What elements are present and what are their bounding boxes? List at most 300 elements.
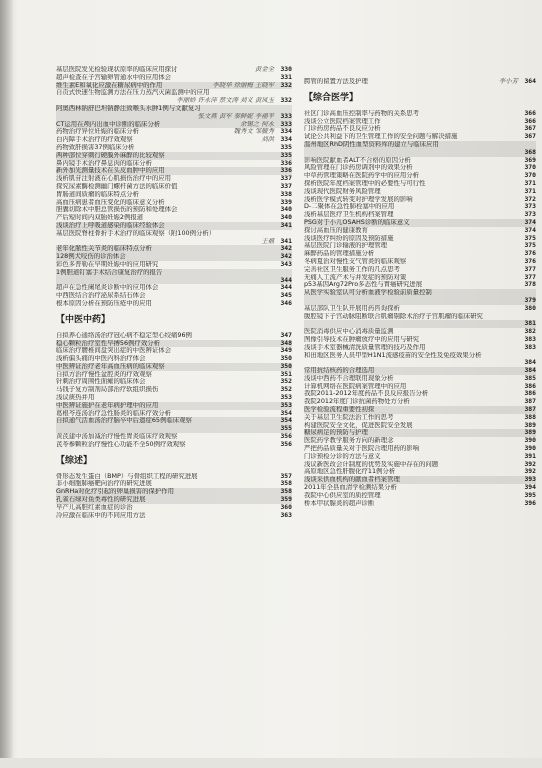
- toc-entry: [304, 172, 536, 180]
- toc-entry: [304, 157, 536, 165]
- toc-entry-title: 从医学实验室认可分析血液学检验前质量控制: [304, 289, 432, 297]
- toc-entry-title: 我院2011-2012年度药品不良反应报告分析: [304, 390, 429, 398]
- toc-entry: [56, 105, 292, 113]
- toc-entry-page: 388: [524, 413, 536, 421]
- toc-entry-page: 366: [524, 109, 536, 117]
- toc-entry-page: 331: [280, 73, 292, 81]
- toc-entry-page: 390: [524, 445, 536, 453]
- toc-entry: [304, 398, 536, 406]
- toc-entry-title: 马钱子复方制剂局部治疗软组织损伤: [56, 386, 159, 394]
- toc-entry-page: 389: [524, 421, 536, 429]
- toc-entry: [304, 445, 536, 453]
- contents-right-column: [304, 78, 536, 507]
- toc-entry-page: 375: [524, 242, 536, 250]
- toc-entry-title: 浅析肌苷注射液在心肌损伤治疗中的应用: [56, 175, 172, 183]
- toc-entry-title: 影响医院献血者ALT不合格的原因分析: [304, 156, 411, 164]
- contents-left-column: [56, 66, 292, 519]
- toc-entry-title: 中医辨证治疗老年高血压病的临床观察: [56, 362, 165, 370]
- toc-entry-title: 浅议新医改会计制度的优势及实施中存在的问题: [304, 460, 439, 468]
- toc-entry-page: 344: [280, 276, 292, 284]
- toc-entry: [56, 199, 292, 207]
- toc-entry-title: 白内障手术治疗的疗效观察: [56, 136, 133, 144]
- toc-entry: [304, 453, 536, 461]
- toc-entry-title: 彩色多普勒在早期妊娠中的应用研究: [56, 260, 159, 268]
- toc-entry: [56, 473, 292, 481]
- toc-entry-title: 浅谈现代医院财务风险管理: [304, 187, 381, 195]
- toc-entry-title: 构建医院安全文化，促进医院安全发展: [304, 421, 413, 429]
- toc-entry-page: 333: [280, 120, 292, 128]
- toc-entry-page: 364: [524, 78, 536, 85]
- toc-entry: [56, 238, 292, 246]
- toc-entry: [56, 152, 292, 160]
- toc-entry-page: 360: [280, 503, 292, 511]
- toc-entry-title: 试论公共利益下的卫生管理工作的安全问题与解决措施: [304, 133, 458, 141]
- toc-entry-page: 356: [280, 440, 292, 448]
- toc-entry-page: 347: [280, 331, 292, 339]
- toc-entry-page: 340: [280, 214, 292, 222]
- toc-entry-title: 风险管理在门诊药房调剂中的效果分析: [304, 164, 413, 172]
- toc-entry-title: 浅析偏头痛的中医内科治疗体会: [56, 355, 146, 363]
- toc-entry: [56, 160, 292, 168]
- toc-entry-title: 自拟通气活血汤治疗脑卒中后遗症65例临床观察: [56, 417, 192, 425]
- toc-entry: [304, 414, 536, 422]
- toc-entry: [56, 261, 292, 269]
- toc-entry: [304, 266, 536, 274]
- toc-entry: [56, 144, 292, 152]
- toc-entry: [304, 78, 536, 86]
- toc-entry-title: 1例胆道钉塞手术结合康复治疗的报告: [56, 268, 163, 276]
- toc-entry-title: 糖尿病足的预防与护理: [304, 429, 368, 437]
- toc-entry: [56, 433, 292, 441]
- toc-entry-author: 余锡之 何永: [240, 120, 274, 128]
- toc-entry: [56, 230, 292, 238]
- toc-entry: [56, 214, 292, 222]
- toc-entry-title: 门诊预检分诊的方法与意义: [304, 452, 381, 460]
- toc-entry: [304, 227, 536, 235]
- toc-entry-page: 384: [524, 359, 536, 367]
- toc-entry: [56, 347, 292, 355]
- toc-entry: [56, 425, 292, 433]
- toc-entry: [56, 402, 292, 410]
- toc-entry-page: 363: [280, 511, 292, 519]
- toc-entry-page: 354: [280, 409, 292, 417]
- toc-entry-page: 352: [280, 378, 292, 386]
- toc-entry: [56, 355, 292, 363]
- toc-entry-title: 高原地区急性肝腹化疗11例分析: [304, 468, 396, 476]
- toc-entry: [56, 284, 292, 292]
- toc-entry-page: 382: [524, 328, 536, 336]
- toc-entry-title: 麻醉药品的管理措施分析: [304, 250, 375, 258]
- toc-entry-title: 药物致肝损害37例临床分析: [56, 143, 135, 151]
- toc-entry-page: 353: [280, 401, 292, 409]
- toc-entry-page: 367: [524, 133, 536, 141]
- toc-entry-page: 385: [524, 374, 536, 382]
- section-heading-comprehensive: 【综合医学】: [304, 92, 359, 103]
- toc-entry: [304, 429, 536, 437]
- toc-entry: [56, 340, 292, 348]
- toc-entry: [56, 82, 292, 90]
- toc-entry-page: 383: [524, 343, 536, 351]
- toc-entry: [304, 297, 536, 305]
- toc-entry-page: 380: [524, 304, 536, 312]
- toc-entry: [56, 66, 292, 74]
- toc-entry: [56, 496, 292, 504]
- toc-entry-title: 桥本甲状腺炎的超声诊断: [304, 499, 375, 507]
- toc-entry: [304, 203, 536, 211]
- toc-entry: [304, 305, 536, 313]
- toc-entry: [304, 196, 536, 204]
- toc-entry-title: 根本原因分析在预防压疮中的应用: [56, 299, 152, 307]
- toc-entry-page: 371: [524, 179, 536, 187]
- toc-entry-page: 344: [280, 284, 292, 292]
- toc-entry: [56, 378, 292, 386]
- toc-entry-page: 393: [524, 476, 536, 484]
- toc-entry: [56, 332, 292, 340]
- toc-entry: [56, 300, 292, 308]
- section-heading-tcm: 【中医中药】: [56, 314, 111, 325]
- toc-entry-author: 李晓华 徐丽梅 王晓军: [212, 81, 274, 89]
- toc-entry-title: 完善社区卫生服务工作的几点思考: [304, 265, 400, 273]
- toc-entry: [56, 371, 292, 379]
- toc-entry-page: 358: [280, 488, 292, 496]
- toc-entry-title: 浅析医学模式转变对护理学发展的影响: [304, 195, 413, 203]
- toc-entry-title: 浅议痰热并用: [56, 394, 95, 402]
- toc-entry-page: 354: [280, 417, 292, 425]
- toc-entry: [304, 149, 536, 157]
- toc-entry-page: 353: [280, 394, 292, 402]
- toc-entry-page: 336: [280, 159, 292, 167]
- page-binding-shadow: [0, 0, 14, 768]
- toc-entry: [56, 410, 292, 418]
- toc-entry: [56, 89, 292, 97]
- toc-entry-page: 395: [524, 491, 536, 499]
- toc-entry-title: 严把药品质量关对于医院合理用药的影响: [304, 445, 420, 453]
- toc-entry-title: 新外加光测量技术在头皮血肿中的应用: [56, 167, 165, 175]
- toc-entry-title: 针刺治疗周围性面瘫的临床体会: [56, 378, 146, 386]
- toc-entry: [56, 113, 292, 121]
- toc-entry-page: 341: [280, 237, 292, 245]
- toc-entry-author: 黄金全: [254, 66, 274, 73]
- toc-entry: [56, 277, 292, 285]
- toc-entry: [304, 110, 536, 118]
- toc-entry-page: 386: [524, 382, 536, 390]
- toc-entry-title: 鼻内镜手术治疗鼻息肉的临床分析: [56, 159, 152, 167]
- toc-entry-page: 372: [524, 195, 536, 203]
- toc-entry-page: 335: [280, 143, 292, 151]
- toc-entry-title: 常用抗结核药的合理选用: [304, 367, 375, 375]
- toc-entry: [56, 269, 292, 277]
- toc-entry: [56, 183, 292, 191]
- toc-entry-page: 356: [280, 433, 292, 441]
- toc-entry: [56, 386, 292, 394]
- toc-entry: [304, 375, 536, 383]
- toc-entry: [304, 313, 536, 321]
- toc-entry-page: 348: [280, 339, 292, 347]
- toc-entry-page: 374: [524, 218, 536, 226]
- toc-entry: [56, 245, 292, 253]
- toc-entry-author: 王福: [261, 237, 274, 245]
- toc-entry: [56, 136, 292, 144]
- toc-entry-title: 稳心颗粒治疗室性早搏56例疗效分析: [56, 339, 160, 347]
- toc-entry: [56, 175, 292, 183]
- toc-entry-title: 两种部位穿刺行硬膜外麻醉的比较观察: [56, 151, 165, 159]
- toc-entry-page: 374: [524, 226, 536, 234]
- toc-entry: [56, 206, 292, 214]
- toc-entry-page: 370: [524, 164, 536, 172]
- toc-entry-title: 浅谈医疗纠纷的原因及预防措施: [304, 234, 394, 242]
- toc-entry-title: 探讨高血压的健康教育: [304, 226, 368, 234]
- toc-entry-author: 刘洪: [261, 136, 274, 144]
- toc-entry-page: 377: [524, 265, 536, 273]
- toc-entry-page: 379: [524, 296, 536, 304]
- toc-entry: [304, 242, 536, 250]
- toc-entry-page: 332: [280, 81, 292, 89]
- toc-entry-page: 340: [280, 206, 292, 214]
- toc-entry-page: 390: [524, 437, 536, 445]
- toc-entry-page: 351: [280, 370, 292, 378]
- toc-entry-title: 超声在急性阑尾炎诊断中的应用体会: [56, 284, 159, 292]
- toc-entry: [304, 492, 536, 500]
- toc-entry-title: 基层部队卫生队开展用药咨询探析: [304, 304, 400, 312]
- toc-entry-page: 343: [280, 260, 292, 268]
- toc-entry-page: 383: [524, 335, 536, 343]
- toc-entry: [304, 235, 536, 243]
- toc-entry: [304, 437, 536, 445]
- toc-entry: [56, 222, 292, 230]
- toc-entry-title: GnRHa对化疗引起的卵巢损害的保护作用: [56, 488, 175, 496]
- toc-entry-page: 377: [524, 273, 536, 281]
- toc-entry: [304, 344, 536, 352]
- toc-entry-title: 浅谈治疗上呼吸道感染的临床经验体会: [56, 221, 165, 229]
- toc-entry-title: 128例犬咬伤的诊治体会: [56, 253, 126, 261]
- toc-entry-page: 334: [280, 128, 292, 136]
- toc-entry-title: 冬病夏治对慢性支气管炎的临床观察: [304, 257, 407, 265]
- toc-entry: [304, 328, 536, 336]
- toc-entry: [56, 121, 292, 129]
- toc-entry-page: 332: [280, 97, 292, 105]
- toc-entry-title: 医学检验流程重要性初探: [304, 406, 375, 414]
- toc-entry: [304, 258, 536, 266]
- toc-entry-page: 375: [524, 234, 536, 242]
- toc-entry: [56, 417, 292, 425]
- toc-entry-page: 394: [524, 484, 536, 492]
- toc-entry: [56, 488, 292, 496]
- toc-entry-title: 中草药管理策略在医院药学中的应用分析: [304, 172, 420, 180]
- toc-entry: [304, 367, 536, 375]
- toc-entry-page: 378: [524, 281, 536, 289]
- toc-entry-page: 358: [280, 480, 292, 488]
- toc-entry: [304, 476, 536, 484]
- toc-entry-title: 胆囊切除术中胆总管损伤的预防和处理体会: [56, 206, 178, 214]
- toc-entry-page: 366: [524, 117, 536, 125]
- toc-entry: [304, 281, 536, 289]
- toc-entry-page: 381: [524, 320, 536, 328]
- toc-entry-page: 338: [280, 190, 292, 198]
- toc-entry-title: 阿奥西林钠舒巴坦钠静注致喉头水肿1例与文献复习: [56, 104, 201, 112]
- toc-entry-title: 浅析基层医疗卫生机构档案管理: [304, 211, 394, 219]
- toc-entry: [304, 406, 536, 414]
- toc-entry-title: 芪苓参颗粒治疗慢性心功能不全50例疗效观察: [56, 440, 186, 448]
- toc-entry-title: 孔雀石绿对鱼类毒性的研究进展: [56, 496, 146, 504]
- toc-entry: [304, 125, 536, 133]
- toc-entry-title: 冷应激在临床中的不同应用方法: [56, 511, 146, 519]
- toc-entry: [56, 504, 292, 512]
- toc-entry-title: 我院2012年度门诊抗菌药物处方分析: [304, 398, 410, 406]
- toc-entry-title: 浅谈手术室器械清洗质量管理的技巧及作用: [304, 343, 426, 351]
- toc-entry-page: 373: [524, 211, 536, 219]
- toc-entry: [56, 512, 292, 520]
- toc-entry: [304, 180, 536, 188]
- toc-entry-title: 产后短时间内双胎妊娠2例报道: [56, 214, 144, 222]
- toc-entry-title: 黄芪建中汤加减治疗慢性胃炎临床疗效观察: [56, 433, 178, 441]
- toc-entry: [304, 274, 536, 282]
- toc-entry-page: 330: [280, 66, 292, 73]
- toc-entry-title: 基层医院发光检验现状原率的临床应用探讨: [56, 66, 178, 73]
- toc-entry-title: 骨形态发生蛋白（BMP）与骨组织工程的研究进展: [56, 472, 198, 480]
- toc-entry: [304, 500, 536, 508]
- toc-entry-page: 373: [524, 203, 536, 211]
- toc-entry-page: 368: [524, 148, 536, 156]
- toc-entry-title: 非小细胞肺癌靶向治疗的研究进展: [56, 480, 152, 488]
- toc-entry-title: 医院药学教学服务方向的新理念: [304, 437, 394, 445]
- toc-entry: [56, 191, 292, 199]
- toc-entry-title: 腹腔镜下子宫动脉阻断联合肌瘤剔除术治疗子宫肌瘤的临床研究: [304, 312, 483, 320]
- toc-entry-author: 魏秀文 邹毓秀: [233, 128, 274, 136]
- toc-entry: [304, 359, 536, 367]
- toc-entry-page: 336: [280, 167, 292, 175]
- toc-entry-title: 临床治疗腰椎间盘突出症的中医辨证体会: [56, 347, 172, 355]
- toc-entry-title: D-二聚体在急性肺栓塞中的应用: [304, 203, 395, 211]
- toc-entry: [56, 394, 292, 402]
- toc-entry-title: 2011年全县血清学检测结果分析: [304, 484, 397, 492]
- toc-entry: [56, 480, 292, 488]
- toc-entry-title: 基层医院门诊输液的护理管理: [304, 242, 388, 250]
- toc-entry-page: 335: [280, 151, 292, 159]
- toc-entry-page: 392: [524, 468, 536, 476]
- toc-entry-page: 396: [524, 499, 536, 507]
- toc-entry-page: 349: [280, 347, 292, 355]
- toc-entry: [304, 390, 536, 398]
- toc-entry: [56, 292, 292, 300]
- toc-entry-page: 333: [280, 112, 292, 120]
- toc-entry-page: 376: [524, 250, 536, 258]
- toc-entry-title: 浅谈采供血机构的献血者档案管理: [304, 476, 400, 484]
- toc-entry: [56, 74, 292, 82]
- toc-entry-title: 我院中心供应室的质控管理: [304, 491, 381, 499]
- toc-entry: [304, 118, 536, 126]
- toc-entry-page: 389: [524, 429, 536, 437]
- toc-entry-title: 和田地区医务人员甲型H1N1流感疫苗的安全性及免疫效果分析: [304, 351, 482, 359]
- toc-entry-title: 基层医院脊柱骨折手术治疗的临床观察（附100例分析）: [56, 229, 216, 237]
- toc-entry-title: 自拟养心通络汤治疗冠心病不稳定型心绞痛96例: [56, 331, 192, 339]
- toc-entry: [304, 250, 536, 258]
- toc-entry-title: 温州地区RhD阴性血型资料库的建立与临床应用: [304, 140, 439, 148]
- toc-entry-page: 386: [524, 390, 536, 398]
- toc-entry-page: 350: [280, 362, 292, 370]
- toc-entry: [56, 253, 292, 261]
- toc-entry: [304, 352, 536, 360]
- toc-entry: [304, 484, 536, 492]
- toc-entry-page: 341: [280, 221, 292, 229]
- toc-entry: [304, 383, 536, 391]
- toc-entry-page: 350: [280, 355, 292, 363]
- toc-entry: [304, 188, 536, 196]
- toc-entry-title: 药物治疗异位妊娠的临床分析: [56, 128, 140, 136]
- toc-entry-page: 337: [280, 175, 292, 183]
- toc-entry-author: 张文燕 黄军 秦鲜妮 李福平: [197, 112, 274, 120]
- toc-entry-title: p53基因Arg72Pro多态性与胃癌研究进展: [304, 281, 423, 289]
- toc-entry: [56, 363, 292, 371]
- toc-entry-title: 自拟方治疗慢性盆腔炎的疗效观察: [56, 370, 152, 378]
- toc-entry: [304, 320, 536, 328]
- toc-entry-page: 370: [524, 172, 536, 180]
- toc-entry-page: 342: [280, 253, 292, 261]
- toc-entry: [304, 422, 536, 430]
- toc-entry-title: 维生素E和氧化应激在糖尿病中的作用: [56, 81, 163, 89]
- toc-entry-title: CT运用在颅内出血中诊断的临床分析: [56, 120, 161, 128]
- toc-entry: [56, 128, 292, 136]
- toc-entry: [56, 167, 292, 175]
- toc-entry-page: 337: [280, 182, 292, 190]
- toc-entry: [304, 461, 536, 469]
- toc-entry-page: 387: [524, 406, 536, 414]
- toc-entry: [304, 468, 536, 476]
- toc-entry: [304, 133, 536, 141]
- toc-entry-page: 359: [280, 496, 292, 504]
- toc-entry: [56, 97, 292, 105]
- toc-entry-title: 关于基层卫生院法治工作的思考: [304, 413, 394, 421]
- toc-entry-title: 葛根芩连汤治疗急性肠炎的临床疗效分析: [56, 409, 172, 417]
- toc-entry: [304, 164, 536, 172]
- toc-entry-page: 369: [524, 156, 536, 164]
- toc-entry: [304, 211, 536, 219]
- toc-entry-title: 超声检查在子宫输卵管通水中的应用体会: [56, 73, 172, 81]
- toc-entry-title: 门诊药房药品不良反应分析: [304, 125, 381, 133]
- toc-entry-title: 探究尿素酶检测幽门螺杆菌方法的临床价值: [56, 182, 178, 190]
- toc-entry-title: 浅谈公立医院档案管理工作: [304, 117, 381, 125]
- toc-entry-title: PSG对于小儿OSAHS诊断的临床意义: [304, 218, 410, 226]
- toc-entry-page: 345: [280, 292, 292, 300]
- toc-entry: [304, 141, 536, 149]
- toc-entry-page: 342: [280, 245, 292, 253]
- toc-entry-page: 376: [524, 257, 536, 265]
- toc-entry-page: 367: [524, 125, 536, 133]
- toc-entry-title: 中西医结合治疗泌尿系结石体会: [56, 292, 146, 300]
- toc-entry-title: 中医辨证施护在老年病护理中的应用: [56, 401, 159, 409]
- toc-entry-title: 探析医院年度档案管理中的必要性与可行性: [304, 179, 426, 187]
- toc-entry-title: 无痛人工流产术与并发症的预防对策: [304, 273, 407, 281]
- toc-entry-title: 计算机网络在医院病案管理中的应用: [304, 382, 407, 390]
- toc-entry-title: 腭管的留置方法及护理: [304, 78, 368, 85]
- toc-entry-page: 334: [280, 136, 292, 144]
- toc-entry: [304, 219, 536, 227]
- toc-entry: [304, 336, 536, 344]
- toc-entry-title: 自贡式快速生物监测方法在压力蒸汽灭菌监测中的应用: [56, 89, 210, 97]
- toc-entry-page: 387: [524, 398, 536, 406]
- toc-entry-page: 339: [280, 198, 292, 206]
- toc-entry-title: 老年化脓性关节炎的临床特点分析: [56, 245, 152, 253]
- toc-entry-page: 357: [280, 472, 292, 480]
- toc-entry-page: 352: [280, 386, 292, 394]
- toc-entry-author: 李丽娇 许永萍 蔡文涛 刘义 黄凤玉: [176, 97, 274, 105]
- toc-entry-title: 胃肠道间质瘤的临床特点分析: [56, 190, 140, 198]
- page-bottom-edge: [0, 758, 542, 768]
- toc-entry-page: 346: [280, 299, 292, 307]
- toc-entry-page: 392: [524, 460, 536, 468]
- toc-entry-title: 社区门诊高血压控制率与药物的关系思考: [304, 109, 420, 117]
- toc-entry-title: 图像引导技术在肿瘤放疗中的应用与研究: [304, 335, 420, 343]
- toc-entry-page: 355: [280, 425, 292, 433]
